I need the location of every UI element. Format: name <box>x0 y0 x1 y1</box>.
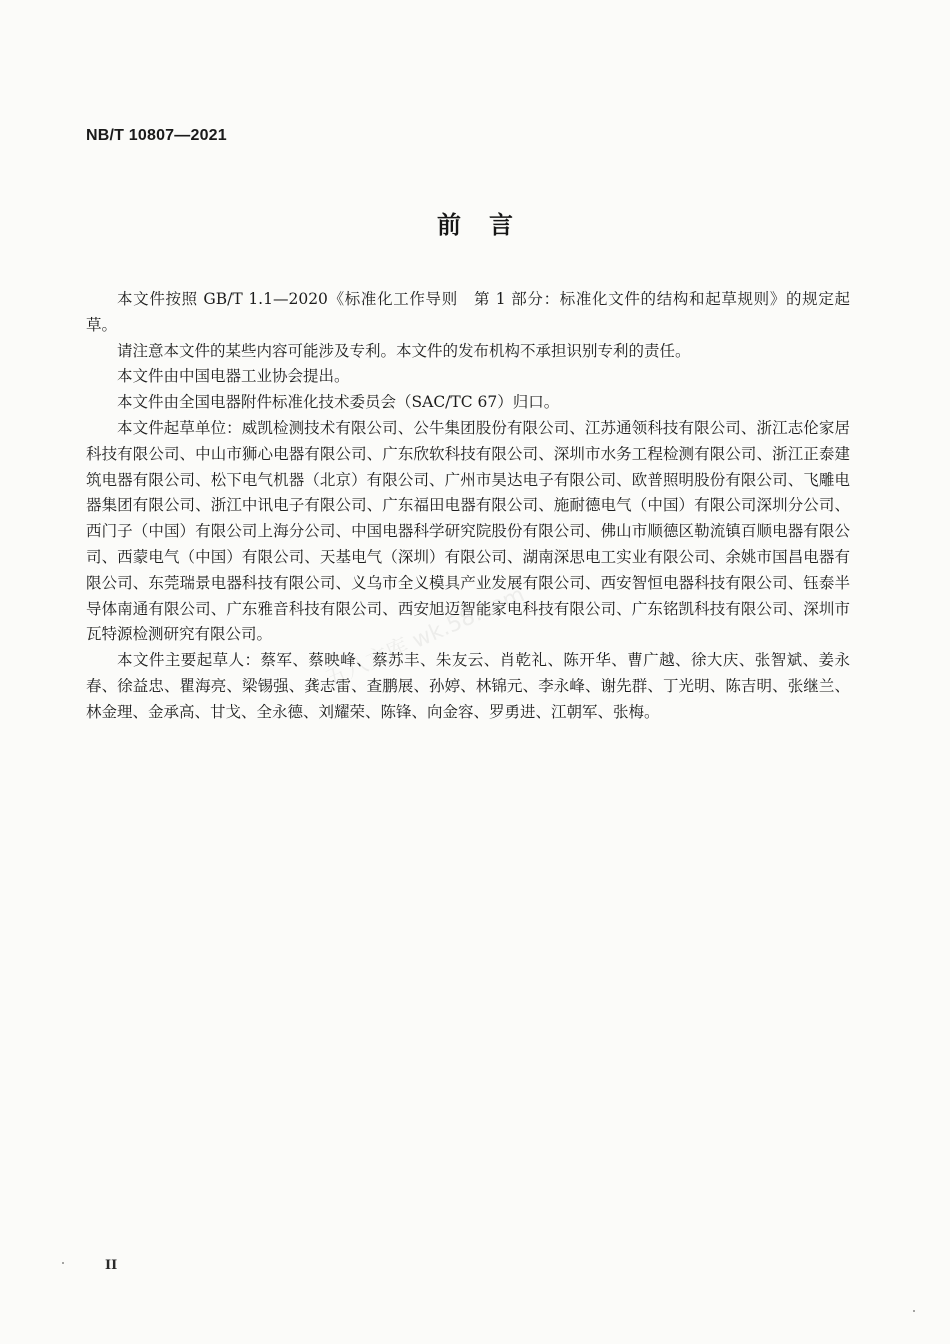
watermark: 五八文库 wk.58.com <box>322 582 529 693</box>
paragraph-drafting-rules: 本文件按照 GB/T 1.1—2020《标准化工作导则 第 1 部分：标准化文件的结构和起草规则》的规定起草。 <box>86 290 850 334</box>
document-number: NB/T 10807—2021 <box>86 127 227 144</box>
paragraph-proposer: 本文件由中国电器工业协会提出。 <box>117 367 350 386</box>
page-number: II <box>105 1258 118 1273</box>
scan-speck <box>913 1310 915 1312</box>
foreword-body <box>86 287 850 726</box>
paragraph-patent-notice: 请注意本文件的某些内容可能涉及专利。本文件的发布机构不承担识别专利的责任。 <box>117 341 691 360</box>
paragraph-drafters: 本文件主要起草人：蔡军、蔡映峰、蔡苏丰、朱友云、肖乾礼、陈开华、曹广越、徐大庆、张智斌、姜永春、徐益忠、瞿海亮、梁锡强、龚志雷、查鹏展、孙婷、林锦元、李永峰、谢先群、丁光明、陈吉明、张继兰、林金理、金承高、甘戈、全永德、刘耀荣、陈锋、向金容、罗勇进、江朝军、张梅。 <box>86 651 850 721</box>
page-title: 前言 <box>437 211 541 239</box>
paragraph-drafting-units: 本文件起草单位：威凯检测技术有限公司、公牛集团股份有限公司、江苏通领科技有限公司、浙江志伦家居科技有限公司、中山市狮心电器有限公司、广东欣软科技有限公司、深圳市水务工程检测有限公司、浙江正泰建筑电器有限公司、松下电气机器（北京）有限公司、广州市昊达电子有限公司、欧普照明股份有限公司、飞雕电器集团有限公司、浙江中讯电子有限公司、广东福田电器有限公司、施耐德电气（中国）有限公司深圳分公司、西门子（中国）有限公司上海分公司、中国电器科学研究院股份有限公司、佛山市顺德区勒流镇百顺电器有限公司、西蒙电气（中国）有限公司、天基电气（深圳）有限公司、湖南深思电工实业有限公司、余姚市国昌电器有限公司、东莞瑞景电器科技有限公司、义乌市全义模具产业发展有限公司、西安智恒电器科技有限公司、钰泰半导体南通有限公司、广东雅音科技有限公司、西安旭迈智能家电科技有限公司、广东铭凯科技有限公司、深圳市瓦特源检测研究有限公司。 <box>86 418 850 644</box>
scan-speck <box>62 1262 64 1264</box>
paragraph-administrator: 本文件由全国电器附件标准化技术委员会（SAC/TC 67）归口。 <box>117 393 560 412</box>
